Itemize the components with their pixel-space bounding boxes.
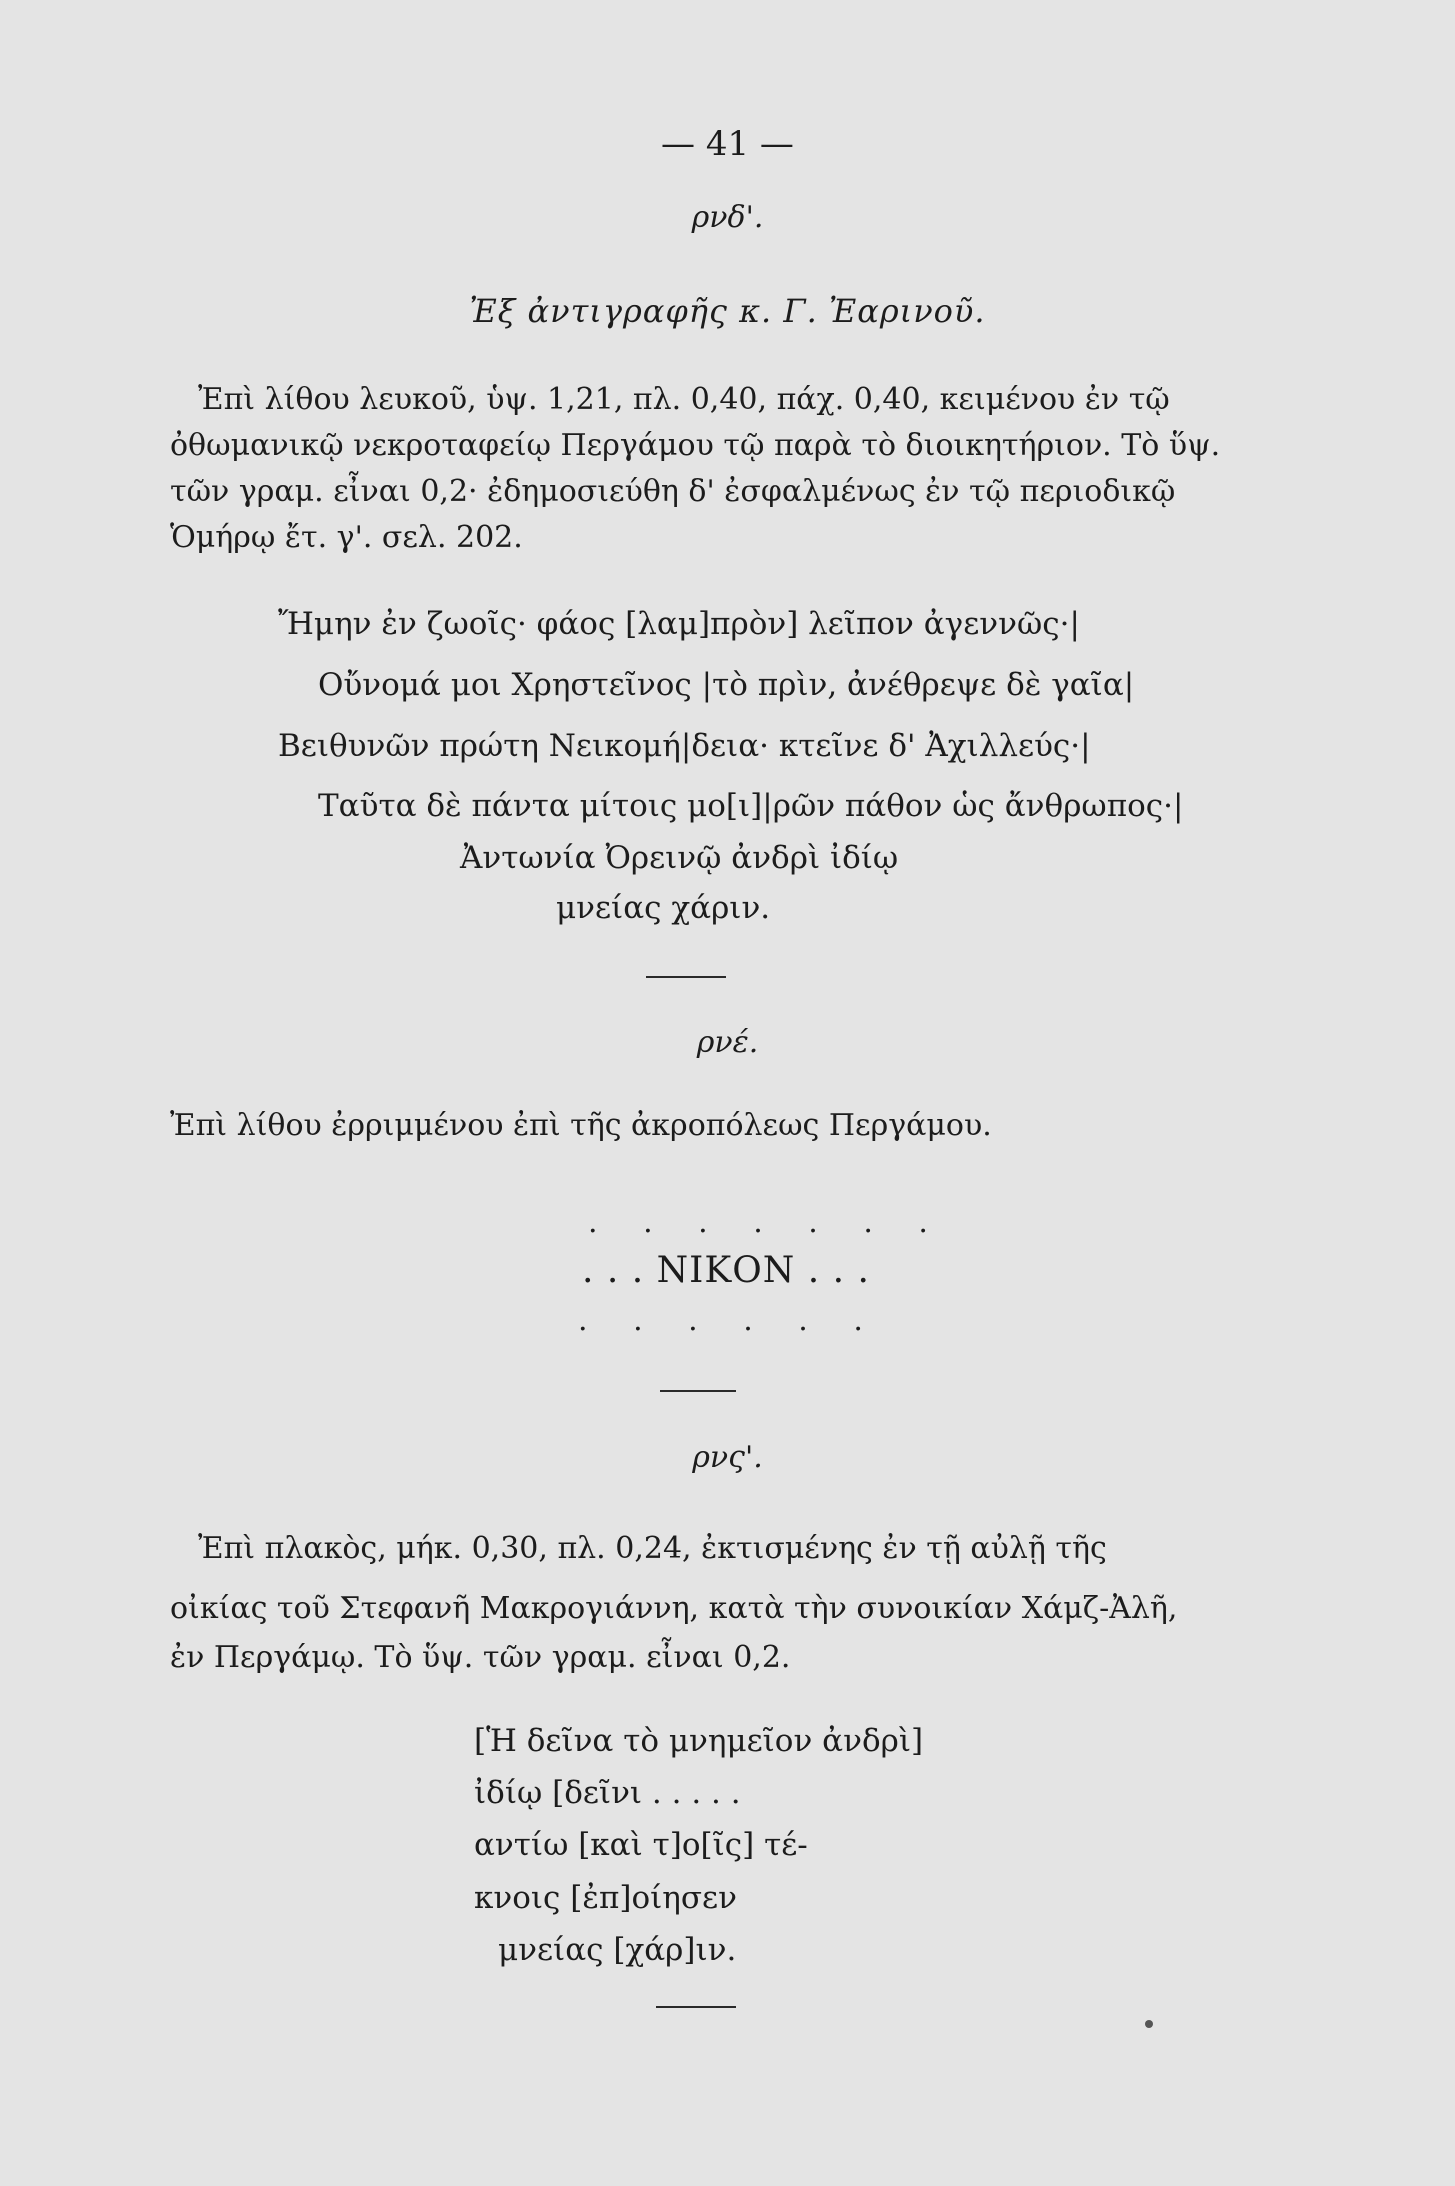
description-line: Ἐπὶ λίθου ἐρριμμένου ἐπὶ τῆς ἀκροπόλεως Περγάμου. — [170, 1108, 992, 1143]
dots-row: . . . . . . . — [588, 1205, 946, 1240]
inscription-line: . . . ΝΙΚΟΝ . . . — [582, 1250, 870, 1291]
section-divider — [646, 976, 726, 978]
inscription-line: μνείας [χάρ]ιν. — [498, 1932, 737, 1968]
inscription-line: Βειθυνῶν πρώτη Νεικομή|δεια· κτεῖνε δ' Ἀχιλλεύς·| — [278, 728, 1091, 764]
section-source: Ἐξ ἀντιγραφῆς κ. Γ. Ἐαρινοῦ. — [469, 292, 986, 330]
description-line: οἰκίας τοῦ Στεφανῆ Μακρογιάννη, κατὰ τὴν συνοικίαν Χάμζ-Ἀλῆ, — [170, 1591, 1178, 1626]
description-line: ἐν Περγάμῳ. Τὸ ὕψ. τῶν γραμ. εἶναι 0,2. — [170, 1640, 791, 1675]
description-line: ὀθωμανικῷ νεκροταφείῳ Περγάμου τῷ παρὰ τὸ διοικητήριον. Τὸ ὕψ. — [170, 428, 1221, 463]
inscription-line: Οὔνομά μοι Χρηστεῖνος |τὸ πρὶν, ἀνέθρεψε δὲ γαῖα| — [318, 667, 1135, 703]
description-line: Ἐπὶ πλακὸς, μήκ. 0,30, πλ. 0,24, ἐκτισμένης ἐν τῇ αὐλῇ τῆς — [198, 1531, 1107, 1566]
section-divider — [660, 1390, 736, 1392]
section-number: ρνς'. — [692, 1440, 763, 1475]
ink-speck — [1145, 2020, 1153, 2028]
description-line: Ἐπὶ λίθου λευκοῦ, ὑψ. 1,21, πλ. 0,40, πάχ. 0,40, κειμένου ἐν τῷ — [198, 382, 1170, 417]
section-number: ρνδ'. — [691, 200, 764, 235]
inscription-line: αντίω [καὶ τ]ο[ῖς] τέ- — [474, 1827, 808, 1863]
inscription-line: Ταῦτα δὲ πάντα μίτοις μο[ι]|ρῶν πάθον ὡς ἄνθρωπος·| — [318, 788, 1184, 824]
section-divider — [656, 2006, 736, 2008]
inscription-line: Ἀντωνία Ὀρεινῷ ἀνδρὶ ἰδίῳ — [460, 840, 899, 876]
page-number: — 41 — — [661, 124, 794, 164]
inscription-line: [Ἡ δεῖνα τὸ μνημεῖον ἀνδρὶ] — [474, 1723, 924, 1759]
description-line: τῶν γραμ. εἶναι 0,2· ἐδημοσιεύθη δ' ἐσφαλμένως ἐν τῷ περιοδικῷ — [170, 474, 1176, 509]
dots-row: . . . . . . — [578, 1303, 881, 1338]
inscription-line: κνοις [ἐπ]οίησεν — [474, 1880, 737, 1916]
section-number: ρνέ. — [696, 1025, 759, 1060]
inscription-line: μνείας χάριν. — [556, 890, 771, 926]
inscription-line: ἰδίῳ [δεῖνι . . . . . — [474, 1775, 741, 1811]
description-line: Ὁμήρῳ ἔτ. γ'. σελ. 202. — [170, 520, 523, 555]
inscription-line: Ἤμην ἐν ζωοῖς· φάος [λαμ]πρὸν] λεῖπον ἀγεννῶς·| — [278, 606, 1080, 642]
